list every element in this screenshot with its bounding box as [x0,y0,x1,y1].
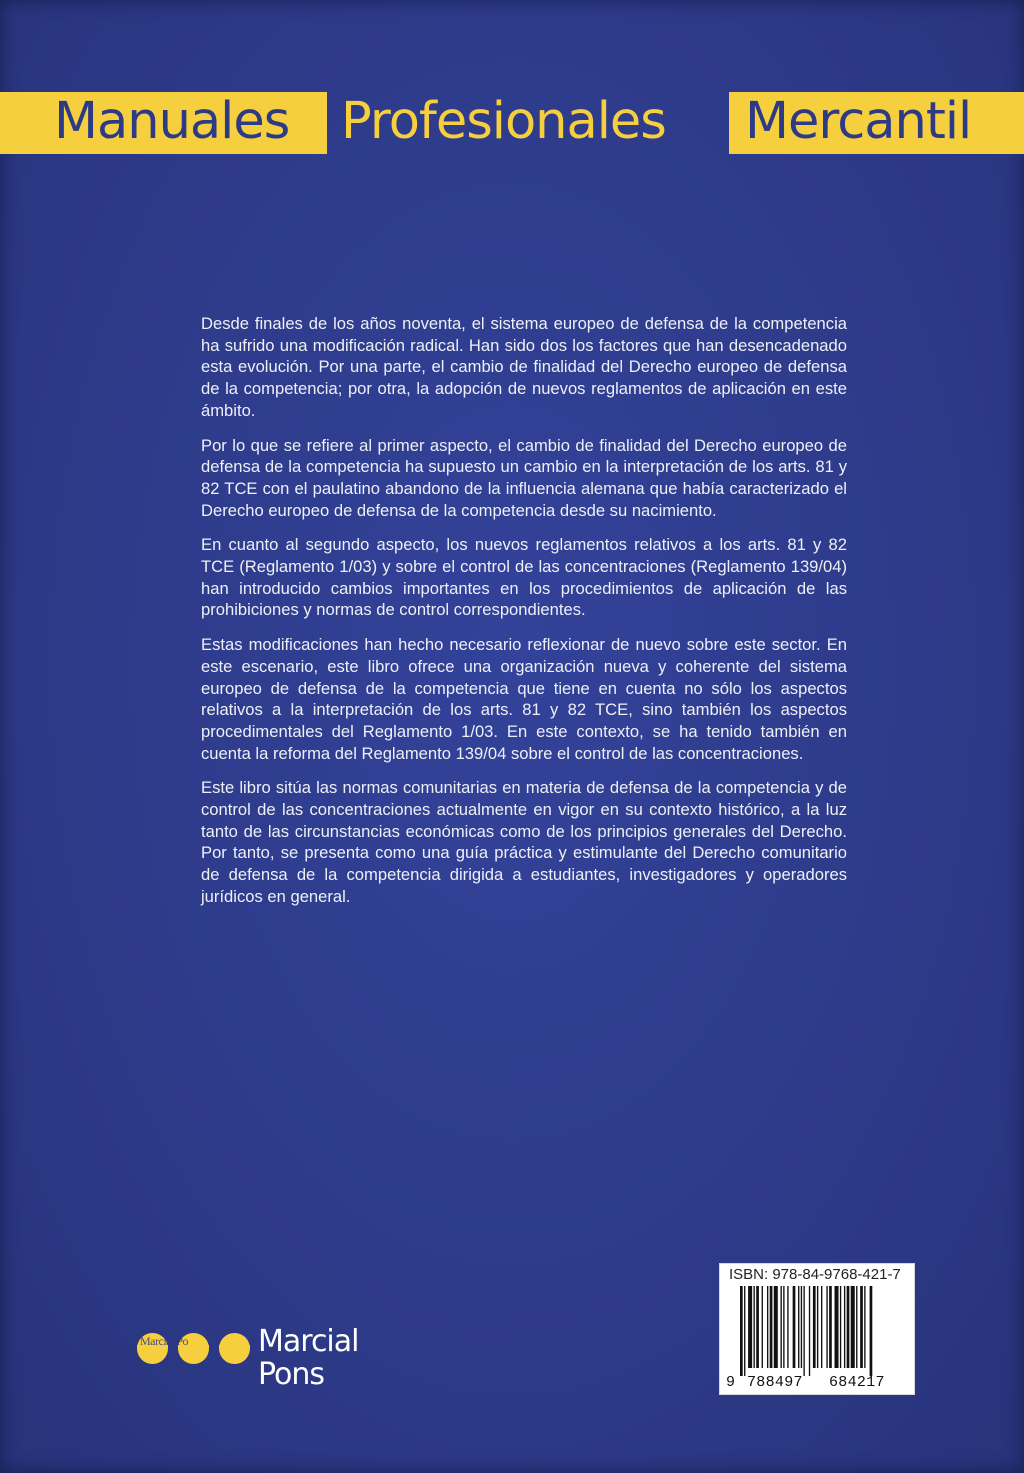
synopsis-paragraph: Estas modificaciones han hecho necesario reflexionar de nuevo sobre este sector. En este escenario, este libro ofrece una organización nueva y coherente del sistema europeo de defensa de la competencia que tiene en cuenta no sólo los aspectos relativos a la interpretación de los arts. 81 y 82 TCE, sino también los aspectos procedimentales del Reglamento 1/03. En este contexto, se ha tenido también en cuenta la reforma del Reglamento 139/04 sobre el control de las concentraciones. [201,635,847,763]
synopsis-paragraph: Este libro sitúa las normas comunitarias en materia de defensa de la competencia y de control de las concentraciones actualmente en vigor en su contexto histórico, a la luz tanto de las circunstancias económicas como de los principios generales del Derecho. Por tanto, se presenta como una guía práctica y estimulante del Derecho comunitario de defensa de la competencia dirigida a estudiantes, investigadores y operadores jurídicos en general. [201,778,847,906]
isbn-label: ISBN: 978-84-9768-421-7 [729,1266,901,1283]
barcode-digits-right: 684217 [829,1374,885,1391]
synopsis-text [201,313,847,921]
synopsis-paragraph: En cuanto al segundo aspecto, los nuevos reglamentos relativos a los arts. 81 y 82 TCE (Reglamento 1/03) y sobre el control de las concentraciones (Reglamento 139/04) han introducido cambios importantes en los procedimientos de aplicación de las prohibiciones y normas de control correspondientes. [201,535,847,620]
series-word-manuales: Manuales [0,92,327,154]
publisher-logo [137,1325,377,1395]
synopsis-paragraph: Por lo que se refiere al primer aspecto, el cambio de finalidad del Derecho europeo de defensa de la competencia ha supuesto un cambio en la interpretación de los arts. 81 y 82 TCE con el paulatino abandono de la influencia alemana que había caracterizado el Derecho europeo de defensa de la competencia desde su nacimiento. [201,435,847,520]
series-banner [0,92,1024,154]
series-word-mercantil: Mercantil [729,92,1024,154]
isbn-barcode [719,1263,915,1395]
logo-small-text: Marcial Po [140,1334,188,1348]
dot-icon [219,1333,250,1364]
synopsis-paragraph: Desde finales de los años noventa, el sistema europeo de defensa de la competencia ha sufrido una modificación radical. Han sido dos los factores que han desencadenado esta evolución. Por una parte, el cambio de finalidad del Derecho europeo de defensa de la competencia; por otra, la adopción de nuevos reglamentos de aplicación en este ámbito. [201,314,847,420]
series-word-profesionales: Profesionales [341,92,666,151]
publisher-dots-icon [137,1333,252,1365]
publisher-name-line2: Pons [258,1357,325,1392]
barcode-digit-first: 9 [726,1374,736,1391]
publisher-name-line1: Marcial [258,1324,359,1359]
publisher-name [258,1325,359,1391]
barcode-digits-left: 788497 [747,1374,803,1391]
barcode-bars-icon [740,1286,908,1376]
